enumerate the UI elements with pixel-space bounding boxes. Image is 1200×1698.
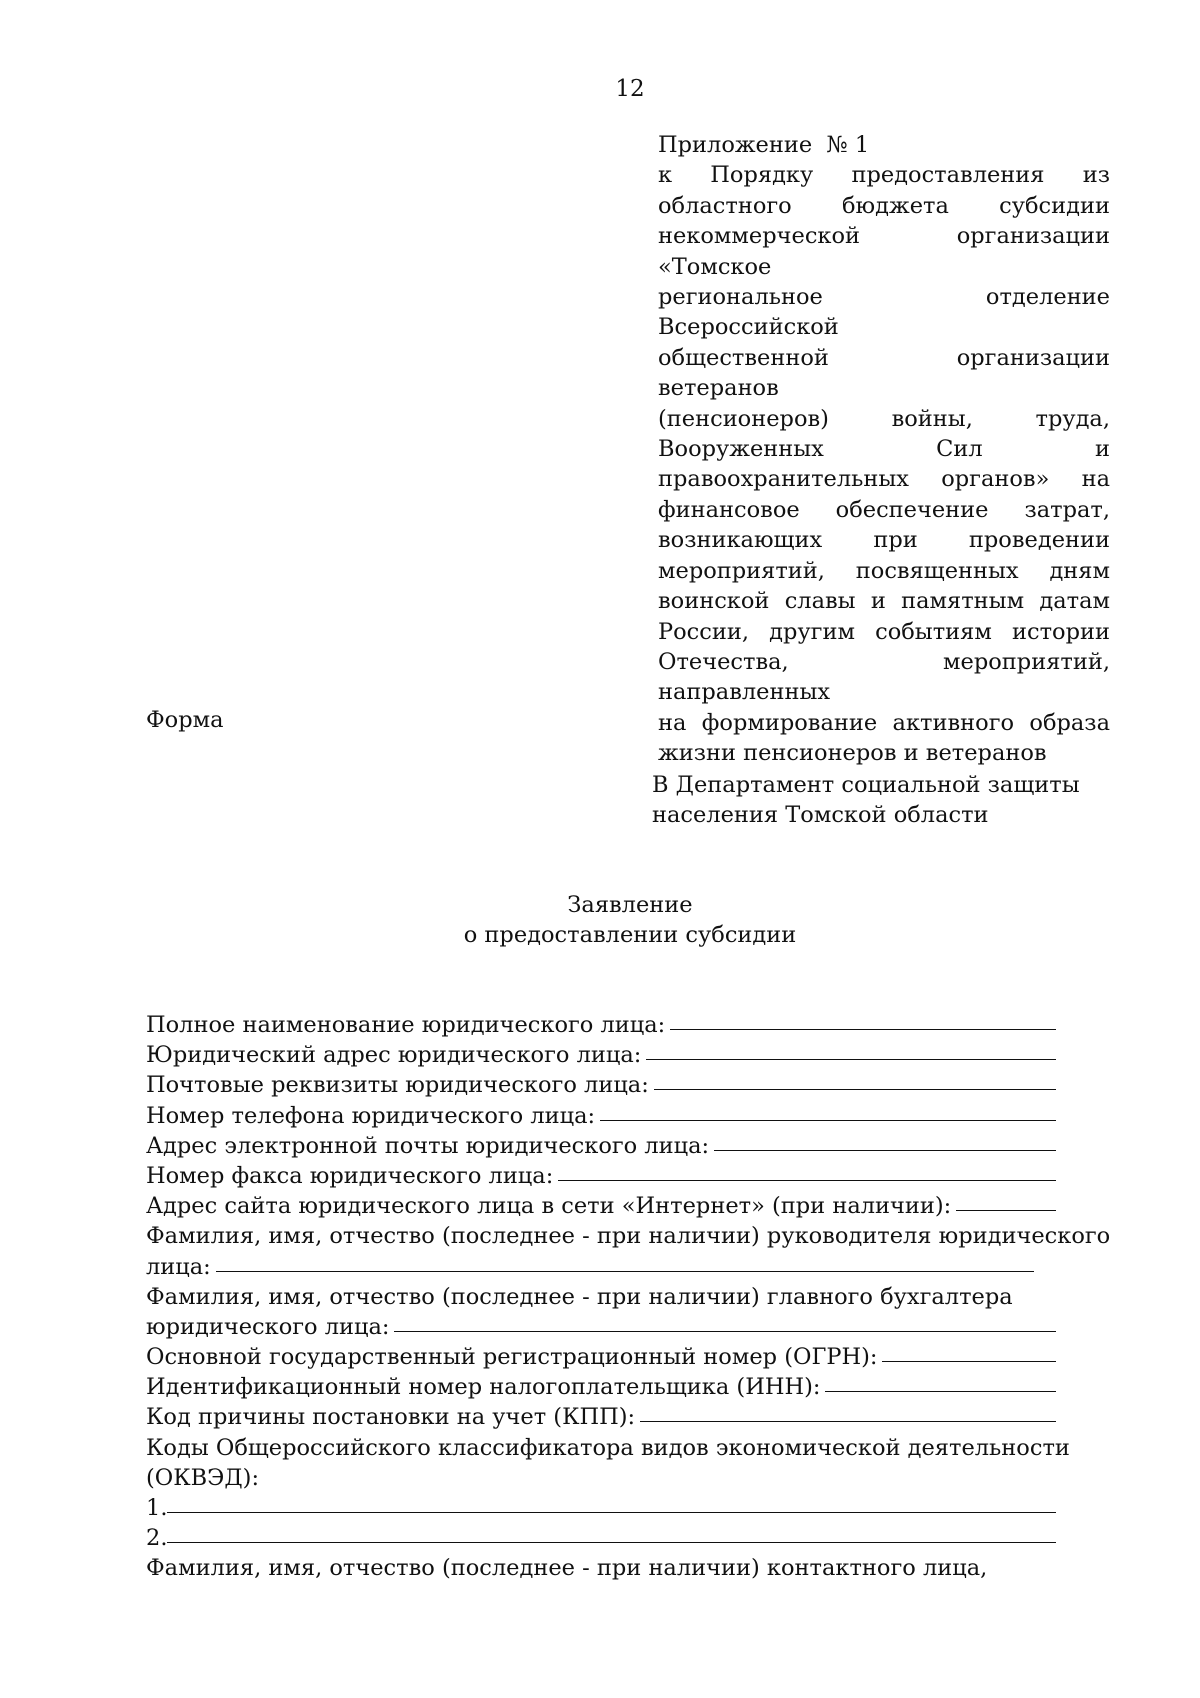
field-label: Код причины постановки на учет (КПП): bbox=[146, 1404, 636, 1431]
appendix-line: Отечества, мероприятий, направленных bbox=[658, 648, 1110, 706]
field-postal-details bbox=[146, 1070, 1056, 1100]
field-label: Адрес электронной почты юридического лица: bbox=[146, 1132, 710, 1159]
postal-details-input-line[interactable] bbox=[654, 1071, 1056, 1090]
field-label: Основной государственный регистрационный номер (ОГРН): bbox=[146, 1344, 878, 1371]
page-number: 12 bbox=[615, 76, 645, 102]
field-ogrn bbox=[146, 1342, 1056, 1372]
website-input-line[interactable] bbox=[956, 1192, 1056, 1211]
field-label: Адрес сайта юридического лица в сети «Интернет» (при наличии): bbox=[146, 1193, 952, 1220]
field-full-name bbox=[146, 1010, 1056, 1040]
kpp-input-line[interactable] bbox=[640, 1403, 1056, 1422]
appendix-line: региональное отделение Всероссийской bbox=[658, 284, 1110, 341]
addressee-line-1: В Департамент социальной защиты bbox=[652, 772, 1080, 798]
okved-1-input-line[interactable] bbox=[167, 1494, 1056, 1513]
field-label: Номер факса юридического лица: bbox=[146, 1162, 554, 1189]
ogrn-input-line[interactable] bbox=[882, 1343, 1056, 1362]
accountant-input-line[interactable] bbox=[394, 1313, 1056, 1332]
field-kpp bbox=[146, 1402, 1056, 1432]
field-fax bbox=[146, 1161, 1056, 1191]
appendix-title: Приложение № 1 bbox=[658, 132, 870, 158]
full-name-input-line[interactable] bbox=[670, 1011, 1056, 1030]
field-head-name-label bbox=[146, 1221, 1111, 1251]
field-label: Юридический адрес юридического лица: bbox=[146, 1042, 642, 1069]
form-label: Форма bbox=[146, 707, 224, 733]
document-title bbox=[0, 890, 1200, 950]
field-okved-item-2 bbox=[146, 1523, 1056, 1553]
field-phone bbox=[146, 1101, 1056, 1131]
field-head-name bbox=[146, 1252, 1056, 1282]
field-okved-item-1 bbox=[146, 1493, 1056, 1523]
field-okved-label-2 bbox=[146, 1463, 1056, 1493]
field-okved-label bbox=[146, 1433, 1070, 1463]
appendix-line: областного бюджета субсидии bbox=[658, 192, 1110, 219]
inn-input-line[interactable] bbox=[825, 1373, 1056, 1392]
field-label: Почтовые реквизиты юридического лица: bbox=[146, 1072, 649, 1099]
field-label: юридического лица: bbox=[146, 1313, 390, 1340]
appendix-line: Вооруженных Сил и bbox=[658, 436, 1110, 463]
phone-input-line[interactable] bbox=[600, 1102, 1056, 1121]
field-website bbox=[146, 1191, 1056, 1221]
addressee-line-2: населения Томской области bbox=[652, 802, 989, 828]
head-name-input-line[interactable] bbox=[216, 1253, 1034, 1272]
okved-2-input-line[interactable] bbox=[167, 1524, 1056, 1543]
field-label: Фамилия, имя, отчество (последнее - при наличии) руководителя юридического bbox=[146, 1223, 1111, 1250]
addressee bbox=[652, 770, 1112, 830]
legal-address-input-line[interactable] bbox=[646, 1041, 1056, 1060]
field-email bbox=[146, 1131, 1056, 1161]
appendix-line: финансовое обеспечение затрат, bbox=[658, 496, 1110, 523]
appendix-line: жизни пенсионеров и ветеранов bbox=[658, 740, 1047, 767]
appendix-line: возникающих при проведении bbox=[658, 527, 1110, 554]
field-label: (ОКВЭД): bbox=[146, 1464, 260, 1491]
appendix-line: правоохранительных органов» на bbox=[658, 466, 1110, 493]
appendix-header bbox=[658, 130, 1110, 769]
title-line-1: Заявление bbox=[567, 892, 693, 918]
appendix-line: общественной организации ветеранов bbox=[658, 344, 1110, 402]
appendix-line: России, другим событиям истории bbox=[658, 618, 1110, 645]
field-label: Коды Общероссийского классификатора видов экономической деятельности bbox=[146, 1434, 1070, 1461]
list-number: 1. bbox=[146, 1495, 168, 1521]
title-line-2: о предоставлении субсидии bbox=[463, 922, 797, 948]
appendix-line: на формирование активного образа bbox=[658, 709, 1110, 736]
field-label: лица: bbox=[146, 1253, 211, 1280]
appendix-line: мероприятий, посвященных дням bbox=[658, 557, 1110, 584]
field-label: Идентификационный номер налогоплательщика (ИНН): bbox=[146, 1374, 821, 1401]
field-label: Номер телефона юридического лица: bbox=[146, 1102, 596, 1129]
email-input-line[interactable] bbox=[714, 1132, 1056, 1151]
application-fields bbox=[146, 1010, 1111, 1584]
field-inn bbox=[146, 1372, 1056, 1402]
field-accountant-label bbox=[146, 1282, 1056, 1312]
appendix-line: (пенсионеров) войны, труда, bbox=[658, 405, 1110, 432]
fax-input-line[interactable] bbox=[558, 1162, 1056, 1181]
field-label: Фамилия, имя, отчество (последнее - при наличии) контактного лица, bbox=[146, 1555, 988, 1582]
field-accountant bbox=[146, 1312, 1056, 1342]
field-label: Полное наименование юридического лица: bbox=[146, 1012, 666, 1038]
field-label: Фамилия, имя, отчество (последнее - при наличии) главного бухгалтера bbox=[146, 1283, 1013, 1310]
appendix-line: к Порядку предоставления из bbox=[658, 162, 1110, 189]
list-number: 2. bbox=[146, 1525, 168, 1552]
appendix-line: воинской славы и памятным датам bbox=[658, 588, 1110, 615]
field-legal-address bbox=[146, 1040, 1056, 1070]
appendix-line: некоммерческой организации «Томское bbox=[658, 223, 1110, 280]
field-contact-label bbox=[146, 1553, 1056, 1583]
